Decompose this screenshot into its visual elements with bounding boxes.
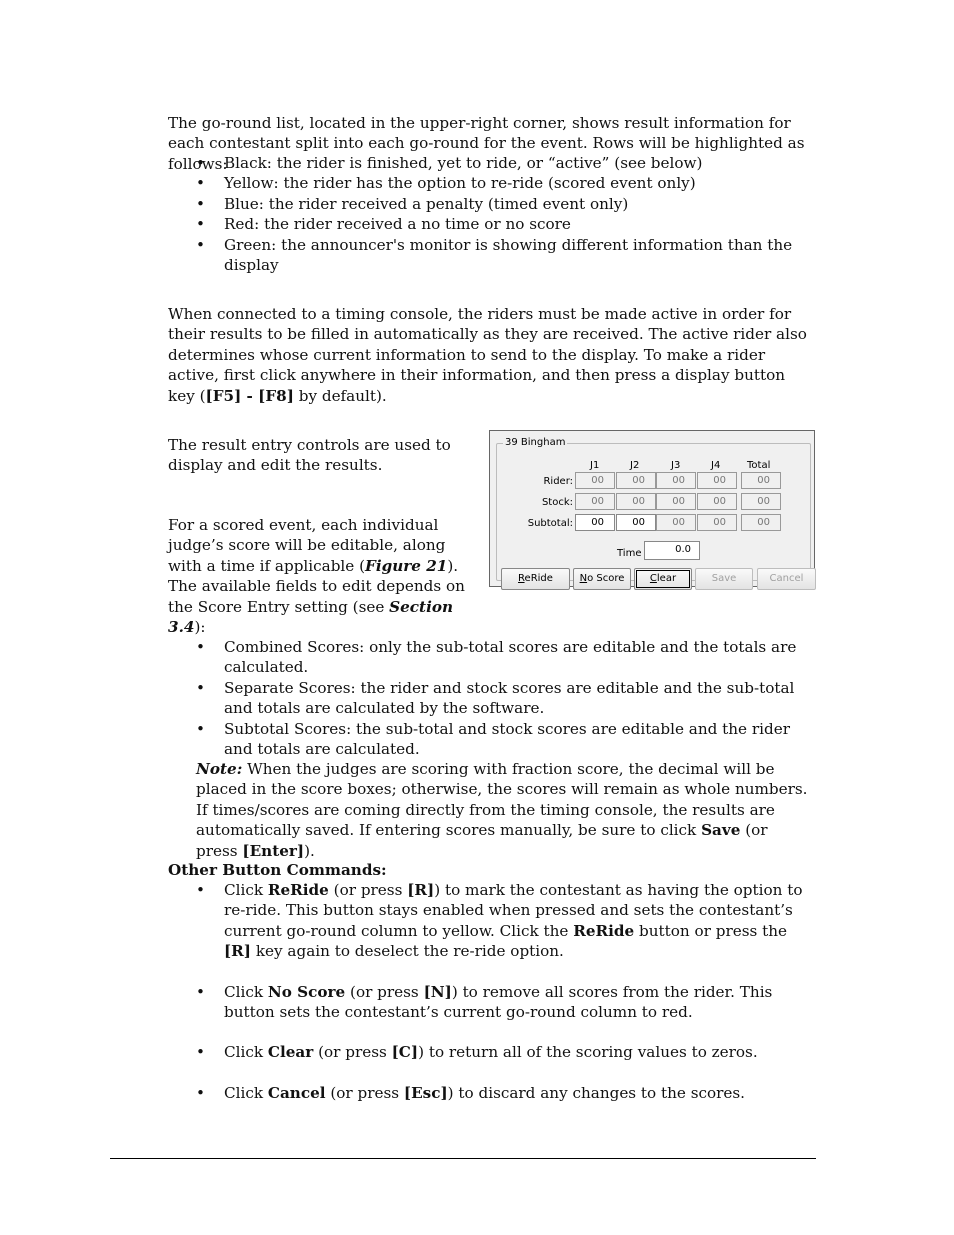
column-header: Total [747,460,771,471]
list-item: • Click No Score (or press [N]) to remove all scores from the rider. This button sets the contestant’s current go-round column to red. [196,982,816,1023]
rider-j2-cell: 00 [616,472,656,489]
column-header: J4 [711,460,721,471]
subtotal-total-cell: 00 [741,514,781,531]
list-item: • Combined Scores: only the sub-total scores are editable and the totals are calculated. [196,637,816,678]
list-item: • Subtotal Scores: the sub-total and stock scores are editable and the rider and totals are calculated. [196,719,816,760]
button-commands-list [196,1083,816,1103]
active-rider-paragraph: When connected to a timing console, the riders must be made active in order for their results to be filled in automatically as they are received. The active rider also determines whose current information to send to the display. To make a rider active, first click anywhere in their information, and then press a display button key ([F5] - [F8] by default). [168,305,807,405]
list-item: • Click Cancel (or press [Esc]) to discard any changes to the scores. [196,1083,816,1103]
time-label: Time [617,548,642,559]
button-commands-list [196,880,816,962]
list-item: • Blue: the rider received a penalty (timed event only) [196,194,816,214]
stock-j2-cell: 00 [616,493,656,510]
column-header: J2 [630,460,640,471]
score-groupbox [496,437,811,584]
entry-paragraph: The result entry controls are used to display and edit the results. [168,436,451,475]
rider-total-cell: 00 [741,472,781,489]
stock-j1-cell: 00 [575,493,615,510]
column-header: J1 [590,460,600,471]
clear-button[interactable]: Clear [634,568,692,590]
stock-j4-cell: 00 [697,493,737,510]
subtotal-j3-cell: 00 [656,514,696,531]
footer-rule [110,1158,816,1159]
key-f8: [F8] [258,386,294,405]
list-item: • Red: the rider received a no time or no score [196,214,816,234]
subtotal-j4-cell: 00 [697,514,737,531]
contestant-title: 39 Bingham [505,437,566,448]
subtotal-j2-input[interactable]: 00 [616,514,656,531]
score-entry-mode-list [196,637,816,759]
scored-event-paragraph: For a scored event, each individual judge’s score will be editable, along with a time if applicable (Figure 21). The available fields to edit depends on the Score Entry setting (see Section 3.4): [168,516,465,637]
list-item: • Green: the announcer's monitor is showing different information than the display [196,235,816,276]
rider-j3-cell: 00 [656,472,696,489]
row-label-subtotal: Subtotal: [527,518,573,529]
list-item: • Separate Scores: the rider and stock scores are editable and the sub-total and totals are calculated by the software. [196,678,816,719]
save-button[interactable]: Save [695,568,753,590]
note-label: Note: [196,760,243,778]
no-score-button[interactable]: No Score [573,568,631,590]
result-entry-panel [489,430,815,587]
rider-j4-cell: 00 [697,472,737,489]
button-commands-list [196,1042,816,1062]
key-f5: [F5] [205,386,242,405]
rider-j1-cell: 00 [575,472,615,489]
list-item: • Click Clear (or press [C]) to return all of the scoring values to zeros. [196,1042,816,1062]
subtotal-j1-input[interactable]: 00 [575,514,615,531]
list-item: • Black: the rider is finished, yet to ride, or “active” (see below) [196,153,816,173]
note-paragraph: Note: When the judges are scoring with fraction score, the decimal will be placed in the score boxes; otherwise, the scores will remain as whole numbers. If times/scores are coming directly from the timing console, the results are automatically saved. If entering scores manually, be sure to click Save (or press [Enter]). [196,760,808,860]
list-item: • Click ReRide (or press [R]) to mark the contestant as having the option to re-ride. This button stays enabled when pressed and sets the contestant’s current go-round column to yellow. Click the ReRide button or press the [R] key again to deselect the re-ride option. [196,880,816,962]
section-heading: Other Button Commands: [168,861,387,879]
intro-paragraph: The go-round list, located in the upper-right corner, shows result information for each contestant split into each go-round for the event. Rows will be highlighted as follows: [168,114,805,173]
cancel-button[interactable]: Cancel [757,568,816,590]
column-header: J3 [671,460,681,471]
row-label-stock: Stock: [541,497,573,508]
stock-j3-cell: 00 [656,493,696,510]
figure-reference: Figure 21 [365,556,448,575]
highlight-color-list [196,153,816,275]
reride-button[interactable]: ReRide [501,568,570,590]
list-item: • Yellow: the rider has the option to re-ride (scored event only) [196,173,816,193]
stock-total-cell: 00 [741,493,781,510]
section-reference: Section 3.4 [168,597,454,637]
row-label-rider: Rider: [543,476,573,487]
button-commands-list [196,982,816,1023]
time-input[interactable]: 0.0 [644,541,700,560]
